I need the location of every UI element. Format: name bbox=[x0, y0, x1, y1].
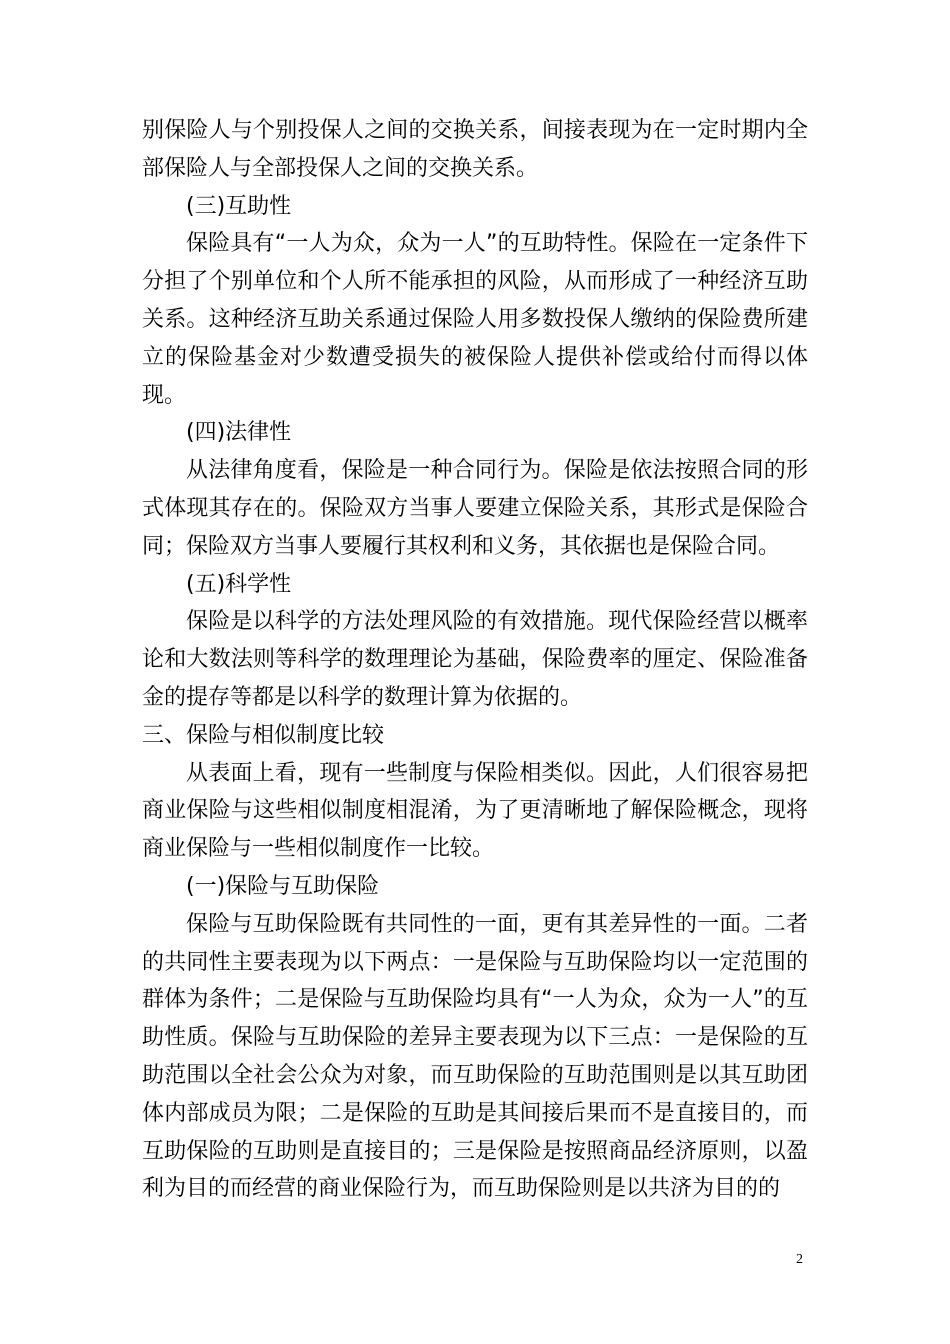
page-number: 2 bbox=[796, 1252, 803, 1267]
heading-legal-nature: (四)法律性 bbox=[186, 420, 292, 446]
heading-scientific-nature: (五)科学性 bbox=[186, 571, 292, 597]
paragraph-exchange-relation: 别保险人与个别投保人之间的交换关系，间接表现为在一定时期内全部保险人与全部投保人之间的交换关系。 bbox=[142, 118, 808, 181]
heading-mutual-aid: (三)互助性 bbox=[186, 193, 292, 219]
section-heading-comparison: 三、保险与相似制度比较 bbox=[142, 722, 385, 748]
paragraph-legal-nature: 从法律角度看，保险是一种合同行为。保险是依法按照合同的形式体现其存在的。保险双方当事人要建立保险关系，其形式是保险合同；保险双方当事人要履行其权利和义务，其依据也是保险合同。 bbox=[142, 458, 808, 559]
paragraph-comparison-intro: 从表面上看，现有一些制度与保险相类似。因此，人们很容易把商业保险与这些相似制度相混淆，为了更清晰地了解保险概念，现将商业保险与一些相似制度作一比较。 bbox=[142, 760, 808, 862]
paragraph-mutual-aid: 保险具有“一人为众，众为一人”的互助特性。保险在一定条件下分担了个别单位和个人所不能承担的风险，从而形成了一种经济互助关系。这种经济互助关系通过保险人用多数投保人缴纳的保险费所建立的保险基金对少数遭受损失的被保险人提供补偿或给付而得以体现。 bbox=[142, 231, 808, 408]
heading-mutual-insurance: (一)保险与互助保险 bbox=[186, 873, 380, 899]
document-body bbox=[142, 112, 808, 1208]
paragraph-mutual-insurance: 保险与互助保险既有共同性的一面，更有其差异性的一面。二者的共同性主要表现为以下两点：一是保险与互助保险均以一定范围的群体为条件；二是保险与互助保险均具有“一人为众，众为一人”的互助性质。保险与互助保险的差异主要表现为以下三点：一是保险的互助范围以全社会公众为对象，而互助保险的互助范围则是以其互助团体内部成员为限；二是保险的互助是其间接后果而不是直接目的，而互助保险的互助则是直接目的；三是保险是按照商品经济原则，以盈利为目的而经营的商业保险行为，而互助保险则是以共济为目的的 bbox=[142, 911, 808, 1202]
paragraph-scientific-nature: 保险是以科学的方法处理风险的有效措施。现代保险经营以概率论和大数法则等科学的数理理论为基础，保险费率的厘定、保险准备金的提存等都是以科学的数理计算为依据的。 bbox=[142, 609, 808, 710]
